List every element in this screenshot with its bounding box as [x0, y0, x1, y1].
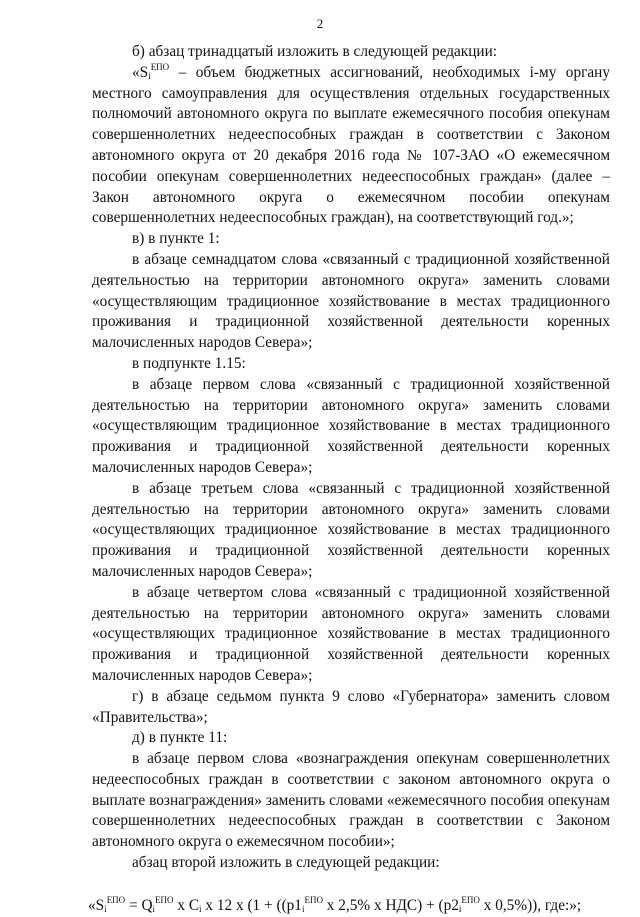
formula-open-quote: « — [88, 896, 96, 914]
formula-q-sub: i — [152, 903, 156, 914]
paragraph-d-heading: д) в пункте 11: — [132, 729, 228, 747]
paragraph-definition — [92, 63, 610, 229]
formula-s-sub: i — [104, 903, 107, 914]
paragraph-v-heading: в) в пункте 1: — [132, 230, 220, 248]
formula — [88, 896, 610, 917]
definition-text: объем бюджетных ассигнований, необходимых i-му органу местного самоуправления для осуществления отдельных государственных полномочий автономного округа по выплате ежемесячного пособия опекунам совершеннолетних недееспособных граждан в соответствии с Законом автономного округа от 20 декабря 2016 года № 107-ЗАО «О ежемесячном пособии опекунам совершеннолетних недееспособных граждан» (далее – Закон автономного округа о ежемесячном пособии опекунам совершеннолетних недееспособных граждан), на соответствующий год.»; — [92, 63, 611, 227]
formula-c: x C — [173, 896, 200, 914]
formula-p2-sub: i — [458, 903, 462, 914]
formula-p1-sub: i — [301, 903, 305, 914]
formula-s: S — [95, 896, 105, 914]
definition-open-quote: « — [132, 63, 140, 81]
paragraph-d-first: в абзаце первом слова «вознаграждения опекунам совершеннолетних недееспособных граждан в соответствии с законом автономного округа о выплате вознаграждения» заменить словами «ежемесячного пособия опекунам совершеннолетних недееспособных граждан в соответствии с Законом автономного округа о ежемесячном пособии»; — [92, 750, 610, 851]
formula-s-sup: ЕПО — [106, 894, 126, 905]
paragraph-subclause-first: в абзаце первом слова «связанный с традиционной хозяйственной деятельностью на территории автономного округа» заменить словами «осуществляющим традиционное хозяйствование в местах традиционного проживания и традиционной хозяйственной деятельности коренных малочисленных народов Севера»; — [92, 375, 610, 476]
paragraph-subclause-heading: в подпункте 1.15: — [132, 354, 246, 372]
definition-symbol-sup: ЕПО — [150, 61, 170, 72]
paragraph-subclause-fourth: в абзаце четвертом слова «связанный с традиционной хозяйственной деятельностью на территории автономного округа» заменить словами «осуществляющих традиционное хозяйствование в местах традиционного проживания и традиционной хозяйственной деятельности коренных малочисленных народов Севера»; — [92, 583, 610, 684]
formula-mid-2: x 2,5% x НДС) + (p2 — [322, 896, 459, 914]
definition-dash: – — [169, 63, 196, 81]
formula-p2-sup: ЕПО — [461, 894, 480, 905]
formula-mid-1: x 12 x (1 + ((p1 — [201, 896, 302, 914]
page-number: 2 — [316, 16, 324, 31]
paragraph-g: г) в абзаце седьмом пункта 9 слово «Губернатора» заменить словом «Правительства»; — [92, 687, 610, 726]
formula-c-sub: i — [199, 903, 202, 914]
paragraph-v-17: в абзаце семнадцатом слова «связанный с традиционной хозяйственной деятельностью на территории автономного округа» заменить словами «осуществляющим традиционное хозяйствование в местах традиционного проживания и традиционной хозяйственной деятельности коренных малочисленных народов Севера»; — [92, 250, 610, 352]
document-body — [88, 42, 611, 917]
paragraph-b-intro: б) абзац тринадцатый изложить в следующей редакции: — [132, 43, 498, 60]
formula-tail: x 0,5%)), где:»; — [479, 896, 582, 914]
formula-p1-sup: ЕПО — [304, 894, 323, 905]
definition-symbol-sub: i — [148, 70, 151, 81]
formula-equals: = — [125, 896, 142, 914]
paragraph-d-second: абзац второй изложить в следующей редакции: — [132, 854, 440, 872]
formula-q: Q — [141, 896, 153, 914]
definition-symbol-base: S — [139, 63, 149, 81]
formula-q-sup: ЕПО — [155, 894, 174, 905]
paragraph-subclause-third: в абзаце третьем слова «связанный с традиционной хозяйственной деятельностью на территории автономного округа» заменить словами «осуществляющих традиционное хозяйствование в местах традиционного проживания и традиционной хозяйственной деятельности коренных малочисленных народов Севера»; — [92, 479, 610, 580]
